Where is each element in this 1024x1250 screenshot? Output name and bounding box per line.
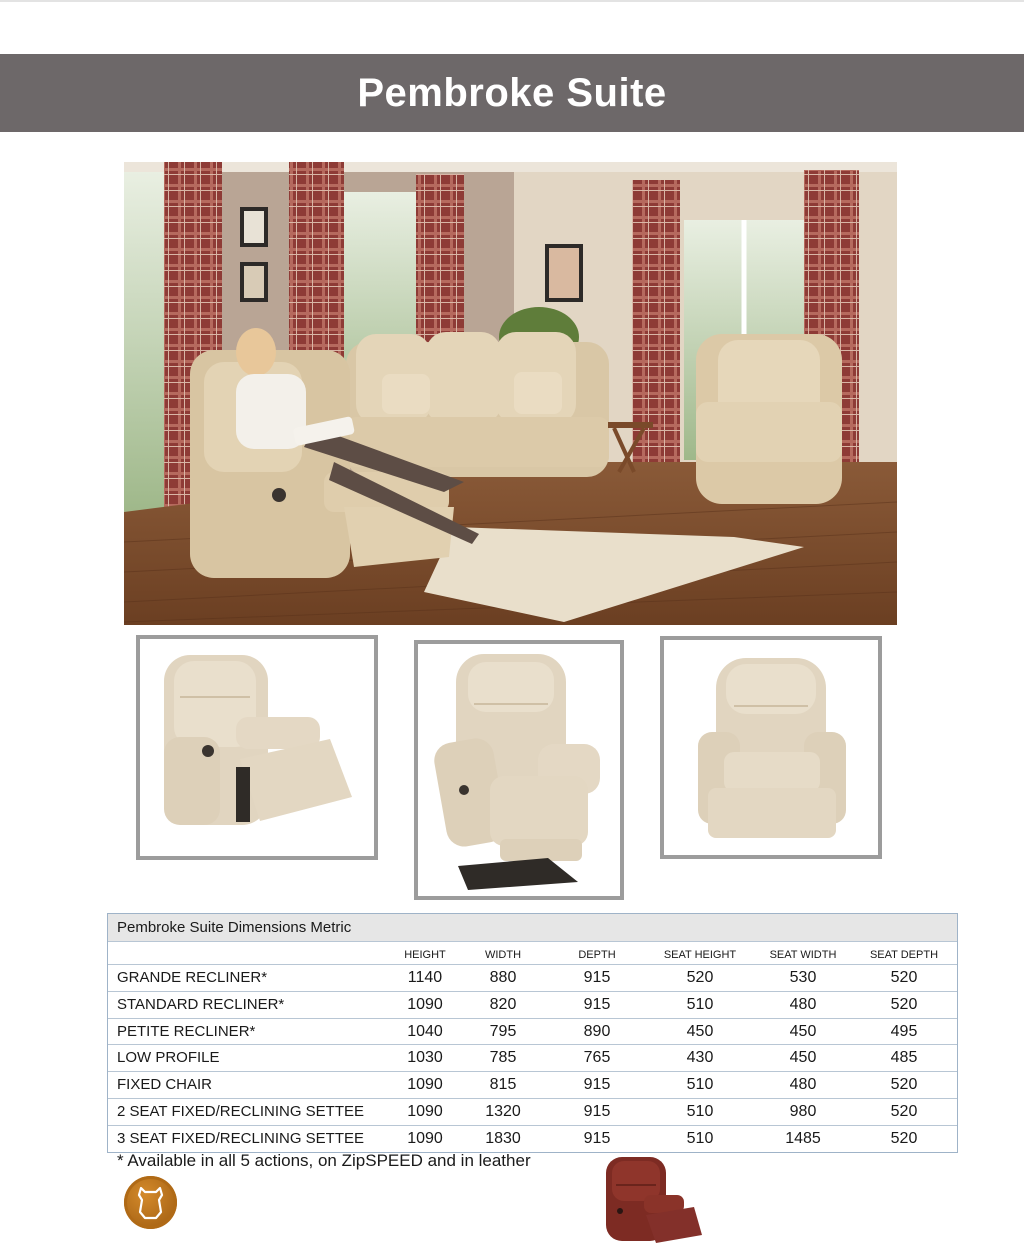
row-label: STANDARD RECLINER* bbox=[117, 995, 285, 1013]
table-cell: 815 bbox=[489, 1076, 517, 1094]
table-cell: 520 bbox=[686, 969, 714, 986]
top-rule bbox=[0, 0, 1024, 2]
table-cell: 1090 bbox=[407, 1076, 443, 1094]
table-cell: 520 bbox=[890, 1102, 918, 1120]
table-row bbox=[108, 1099, 957, 1126]
table-cell: 510 bbox=[686, 995, 714, 1013]
table-cell: 1830 bbox=[485, 1129, 521, 1147]
table-cell: 520 bbox=[890, 995, 918, 1013]
page-title: Pembroke Suite bbox=[0, 54, 1024, 132]
table-cell: 1320 bbox=[485, 1102, 521, 1120]
table-cell: 1485 bbox=[785, 1129, 821, 1147]
dimensions-table bbox=[107, 913, 958, 1153]
column-header: WIDTH bbox=[484, 949, 522, 961]
table-cell: 1090 bbox=[407, 1129, 443, 1147]
table-cell: 530 bbox=[789, 969, 817, 986]
dimensions-table-title: Pembroke Suite Dimensions Metric bbox=[108, 914, 957, 942]
table-cell: 915 bbox=[583, 1076, 611, 1094]
row-label: LOW PROFILE bbox=[117, 1049, 220, 1067]
table-cell: 480 bbox=[789, 1076, 817, 1094]
row-label: GRANDE RECLINER* bbox=[117, 969, 268, 986]
table-cell: 450 bbox=[789, 1022, 817, 1040]
row-label: 3 SEAT FIXED/RECLINING SETTEE bbox=[117, 1129, 365, 1147]
table-cell: 785 bbox=[489, 1049, 517, 1067]
table-cell: 480 bbox=[789, 995, 817, 1013]
dimensions-table-header bbox=[108, 942, 957, 965]
table-cell: 1090 bbox=[407, 1102, 443, 1120]
row-label: PETITE RECLINER* bbox=[117, 1022, 256, 1040]
table-cell: 1140 bbox=[407, 969, 443, 986]
table-cell: 765 bbox=[583, 1049, 611, 1067]
table-cell: 890 bbox=[583, 1022, 611, 1040]
column-header: DEPTH bbox=[578, 949, 616, 961]
dimensions-table-body bbox=[108, 965, 957, 1152]
leather-recliner-image bbox=[600, 1155, 706, 1245]
column-header: HEIGHT bbox=[404, 949, 446, 961]
table-cell: 450 bbox=[789, 1049, 817, 1067]
leather-hide-icon bbox=[124, 1176, 177, 1229]
table-cell: 485 bbox=[890, 1049, 918, 1067]
table-cell: 510 bbox=[686, 1102, 714, 1120]
table-cell: 980 bbox=[789, 1102, 817, 1120]
table-cell: 795 bbox=[489, 1022, 517, 1040]
table-cell: 520 bbox=[890, 969, 918, 986]
table-row bbox=[108, 1126, 957, 1152]
row-label: 2 SEAT FIXED/RECLINING SETTEE bbox=[117, 1102, 365, 1120]
row-label: FIXED CHAIR bbox=[117, 1076, 213, 1094]
table-cell: 1090 bbox=[407, 995, 443, 1013]
column-header: SEAT WIDTH bbox=[769, 949, 837, 961]
standard-recliner-image bbox=[136, 635, 378, 860]
table-row bbox=[108, 1019, 957, 1046]
table-cell: 915 bbox=[583, 995, 611, 1013]
column-header: SEAT HEIGHT bbox=[663, 949, 737, 961]
table-cell: 880 bbox=[489, 969, 517, 986]
table-cell: 510 bbox=[686, 1076, 714, 1094]
table-cell: 915 bbox=[583, 969, 611, 986]
table-row bbox=[108, 1045, 957, 1072]
table-cell: 520 bbox=[890, 1076, 918, 1094]
fixed-chair-image bbox=[660, 636, 882, 859]
table-cell: 820 bbox=[489, 995, 517, 1013]
riser-recliner-image bbox=[414, 640, 624, 900]
table-cell: 520 bbox=[890, 1129, 918, 1147]
table-cell: 495 bbox=[890, 1022, 918, 1040]
table-cell: 915 bbox=[583, 1129, 611, 1147]
table-cell: 510 bbox=[686, 1129, 714, 1147]
table-cell: 430 bbox=[686, 1049, 714, 1067]
table-cell: 1040 bbox=[407, 1022, 443, 1040]
column-header: SEAT DEPTH bbox=[869, 949, 939, 961]
table-cell: 450 bbox=[686, 1022, 714, 1040]
table-row bbox=[108, 965, 957, 992]
table-row bbox=[108, 1072, 957, 1099]
table-cell: 1030 bbox=[407, 1049, 443, 1067]
table-cell: 915 bbox=[583, 1102, 611, 1120]
footnote: * Available in all 5 actions, on ZipSPEED and in leather bbox=[117, 1151, 531, 1170]
table-row bbox=[108, 992, 957, 1019]
room-scene-image bbox=[124, 162, 897, 625]
